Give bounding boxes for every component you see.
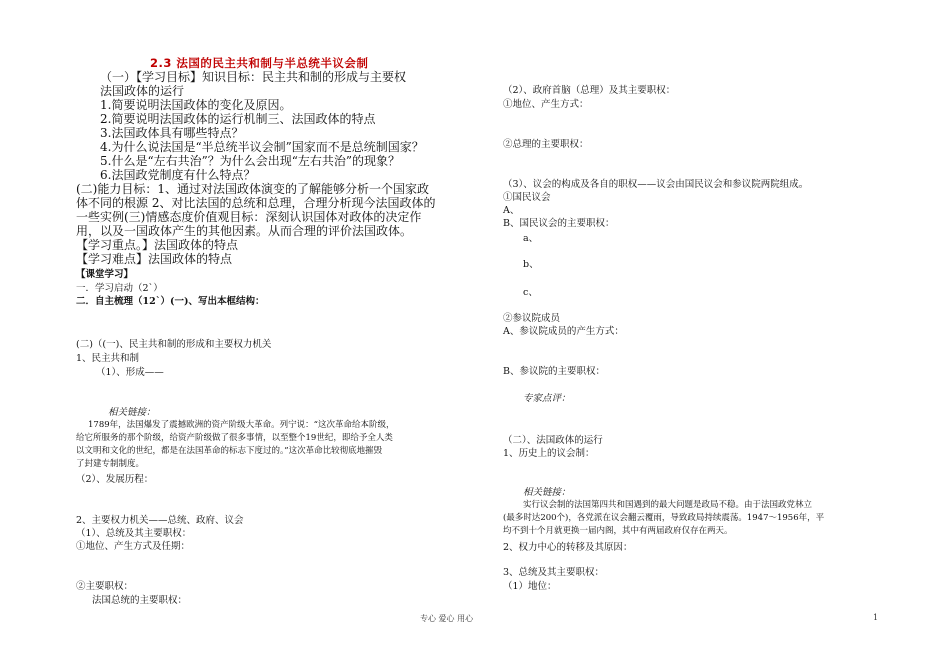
- section-line: c、: [523, 287, 538, 298]
- section-line: 二．自主梳理（12`）(一)、写出本框结构：: [76, 296, 265, 307]
- page-number: 1: [873, 613, 879, 622]
- goals-line: 一些实例(三)情感态度价值观目标：深刻认识国体对政体的决定作: [76, 210, 422, 224]
- section-line: ②总理的主要职权：: [503, 139, 589, 150]
- section-line: （1）地位：: [503, 581, 557, 592]
- section-line: （二）、法国政体的运行: [503, 435, 603, 446]
- section-line: (二)（(一)、民主共和制的形成和主要权力机关: [76, 339, 272, 350]
- section-line: （1）、总统及其主要职权：: [76, 528, 192, 539]
- document-title: 2.3 法国的民主共和制与半总统半议会制: [150, 56, 369, 70]
- section-line: A、: [503, 205, 520, 216]
- related-link-line: 以文明和文化的世纪，都是在法国革命的标志下度过的。”这次革命比较彻底地摧毁: [76, 446, 383, 456]
- section-line: 法国总统的主要职权：: [92, 595, 188, 606]
- goals-line: 用，以及一国政体产生的其他因素。从而合理的评价法国政体。: [76, 224, 413, 238]
- section-line: ②参议院成员: [503, 313, 561, 324]
- section-line: 2、主要权力机关——总统、政府、议会: [76, 515, 244, 526]
- section-line: 一．学习启动（2`）: [76, 283, 163, 294]
- related-link-line: (最多时达200个)，各党派在议会翻云覆雨，导致政局持续震荡。1947～1956年，平: [503, 513, 825, 523]
- section-line: 1、民主共和制: [76, 353, 140, 364]
- related-link-line: 给它所服务的那个阶级，给资产阶级做了很多事情，以至整个19世纪，即给予全人类: [76, 433, 393, 443]
- goals-line: 【学习重点。】法国政体的特点: [76, 238, 239, 252]
- section-line: ②主要职权：: [76, 581, 134, 592]
- section-line: （2）、发展历程：: [76, 474, 154, 485]
- goals-line: 1.简要说明法国政体的变化及原因。: [100, 98, 292, 112]
- related-link-line: 实行议会制的法国第四共和国遇到的最大问题是政局不稳。由于法国政党林立: [523, 500, 813, 510]
- goals-line: 2.简要说明法国政体的运行机制三、法国政体的特点: [100, 112, 376, 126]
- section-line: （1）、形成——: [96, 367, 164, 378]
- section-line: A、参议院成员的产生方式：: [503, 326, 624, 337]
- section-line: ①地位、产生方式及任期：: [76, 541, 191, 552]
- expert-comment: 专家点评：: [523, 393, 571, 404]
- section-line: ①国民议会: [503, 192, 551, 203]
- section-line: （3）、议会的构成及各自的职权——议会由国民议会和参议院两院组成。: [503, 179, 809, 190]
- page-footer: 专心 爱心 用心: [420, 614, 474, 623]
- goals-line: 6.法国政党制度有什么特点？: [100, 168, 256, 182]
- goals-line: 4.为什么说法国是“半总统半议会制”国家而不是总统制国家？: [100, 140, 424, 154]
- section-line: 3、总统及其主要职权：: [503, 567, 605, 578]
- related-link-line: 1789年，法国爆发了震撼欧洲的资产阶级大革命。列宁说：“这次革命给本阶级，: [88, 420, 395, 430]
- section-line: b、: [523, 259, 539, 270]
- section-line: 2、权力中心的转移及其原因：: [503, 542, 633, 553]
- goals-line: 【学习难点】法国政体的特点: [76, 252, 233, 266]
- goals-line: （一）【学习目标】知识目标：民主共和制的形成与主要权: [100, 70, 407, 84]
- goals-line: 体不同的根源 2、对比法国的总统和总理，合理分析现今法国政体的: [76, 196, 436, 210]
- goals-line: (二)能力目标：1、通过对法国政体演变的了解能够分析一个国家政: [76, 182, 430, 196]
- related-link-title: 相关链接：: [523, 487, 571, 498]
- section-line: ①地位、产生方式：: [503, 99, 589, 110]
- section-line: 1、历史上的议会制：: [503, 448, 595, 459]
- goals-line: 3.法国政体具有哪些特点？: [100, 126, 244, 140]
- section-line: （2）、政府首脑（总理）及其主要职权：: [503, 85, 676, 96]
- related-link-line: 了封建专制制度。: [76, 459, 145, 469]
- related-link-line: 均不到十个月就更换一届内阁，其中有两届政府仅存在两天。: [503, 526, 733, 536]
- classroom-heading: 【课堂学习】: [76, 269, 134, 280]
- section-line: B、国民议会的主要职权：: [503, 218, 615, 229]
- related-link-title: 相关链接：: [108, 407, 156, 418]
- goals-line: 法国政体的运行: [100, 84, 185, 98]
- goals-line: 5.什么是“左右共治”？为什么会出现“左右共治”的现象？: [100, 154, 400, 168]
- section-line: a、: [523, 233, 539, 244]
- section-line: B、参议院的主要职权：: [503, 366, 605, 377]
